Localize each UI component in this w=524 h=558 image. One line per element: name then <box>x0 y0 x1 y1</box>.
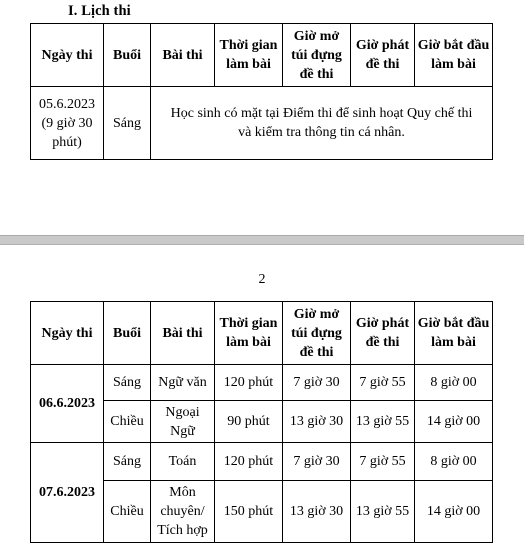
header-distribute-time: Giờ phát đề thi <box>351 302 415 365</box>
table-row <box>31 365 493 401</box>
section-title: I. Lịch thi <box>68 3 131 19</box>
date-cell: 06.6.2023 <box>31 365 104 443</box>
open-time-cell: 7 giờ 30 <box>283 443 351 481</box>
start-time-cell: 14 giờ 00 <box>415 481 493 543</box>
open-time-cell: 7 giờ 30 <box>283 365 351 401</box>
session-cell: Chiều <box>104 401 151 443</box>
description-cell: Học sinh có mặt tại Điểm thi để sinh hoạt Quy chế thi và kiểm tra thông tin cá nhân. <box>151 87 493 160</box>
start-time-cell: 8 giờ 00 <box>415 443 493 481</box>
header-session: Buổi <box>104 302 151 365</box>
start-time-cell: 8 giờ 00 <box>415 365 493 401</box>
header-subject: Bài thi <box>151 24 215 87</box>
header-duration: Thời gian làm bài <box>215 24 283 87</box>
date-cell: 07.6.2023 <box>31 443 104 543</box>
subject-cell: Ngữ văn <box>151 365 215 401</box>
open-time-cell: 13 giờ 30 <box>283 401 351 443</box>
session-cell: Sáng <box>104 87 151 160</box>
subject-cell: Môn chuyên/ Tích hợp <box>151 481 215 543</box>
header-start-time: Giờ bắt đầu làm bài <box>415 302 493 365</box>
header-row <box>31 24 493 87</box>
open-time-cell: 13 giờ 30 <box>283 481 351 543</box>
distribute-time-cell: 13 giờ 55 <box>351 401 415 443</box>
distribute-time-cell: 13 giờ 55 <box>351 481 415 543</box>
header-open-time: Giờ mở túi đựng đề thi <box>283 302 351 365</box>
date-cell <box>31 87 104 160</box>
header-subject: Bài thi <box>151 302 215 365</box>
session-cell: Chiều <box>104 481 151 543</box>
distribute-time-cell: 7 giờ 55 <box>351 365 415 401</box>
session-cell: Sáng <box>104 443 151 481</box>
header-distribute-time: Giờ phát đề thi <box>351 24 415 87</box>
duration-cell: 120 phút <box>215 365 283 401</box>
date-note: (9 giờ 30 phút) <box>41 115 93 150</box>
session-cell: Sáng <box>104 365 151 401</box>
table-row <box>31 87 493 160</box>
table-row <box>31 443 493 481</box>
start-time-cell: 14 giờ 00 <box>415 401 493 443</box>
header-date: Ngày thi <box>31 24 104 87</box>
subject-cell: Ngoại Ngữ <box>151 401 215 443</box>
header-open-time: Giờ mở túi đựng đề thi <box>283 24 351 87</box>
header-duration: Thời gian làm bài <box>215 302 283 365</box>
header-start-time: Giờ bắt đầu làm bài <box>415 24 493 87</box>
duration-cell: 90 phút <box>215 401 283 443</box>
page-separator <box>0 235 524 245</box>
subject-cell: Toán <box>151 443 215 481</box>
exam-schedule-table <box>30 301 493 543</box>
distribute-time-cell: 7 giờ 55 <box>351 443 415 481</box>
duration-cell: 150 phút <box>215 481 283 543</box>
header-session: Buổi <box>104 24 151 87</box>
header-row <box>31 302 493 365</box>
date-value: 05.6.2023 <box>39 96 95 112</box>
header-date: Ngày thi <box>31 302 104 365</box>
page-number: 2 <box>258 272 266 287</box>
exam-schedule-table-intro <box>30 23 493 160</box>
duration-cell: 120 phút <box>215 443 283 481</box>
